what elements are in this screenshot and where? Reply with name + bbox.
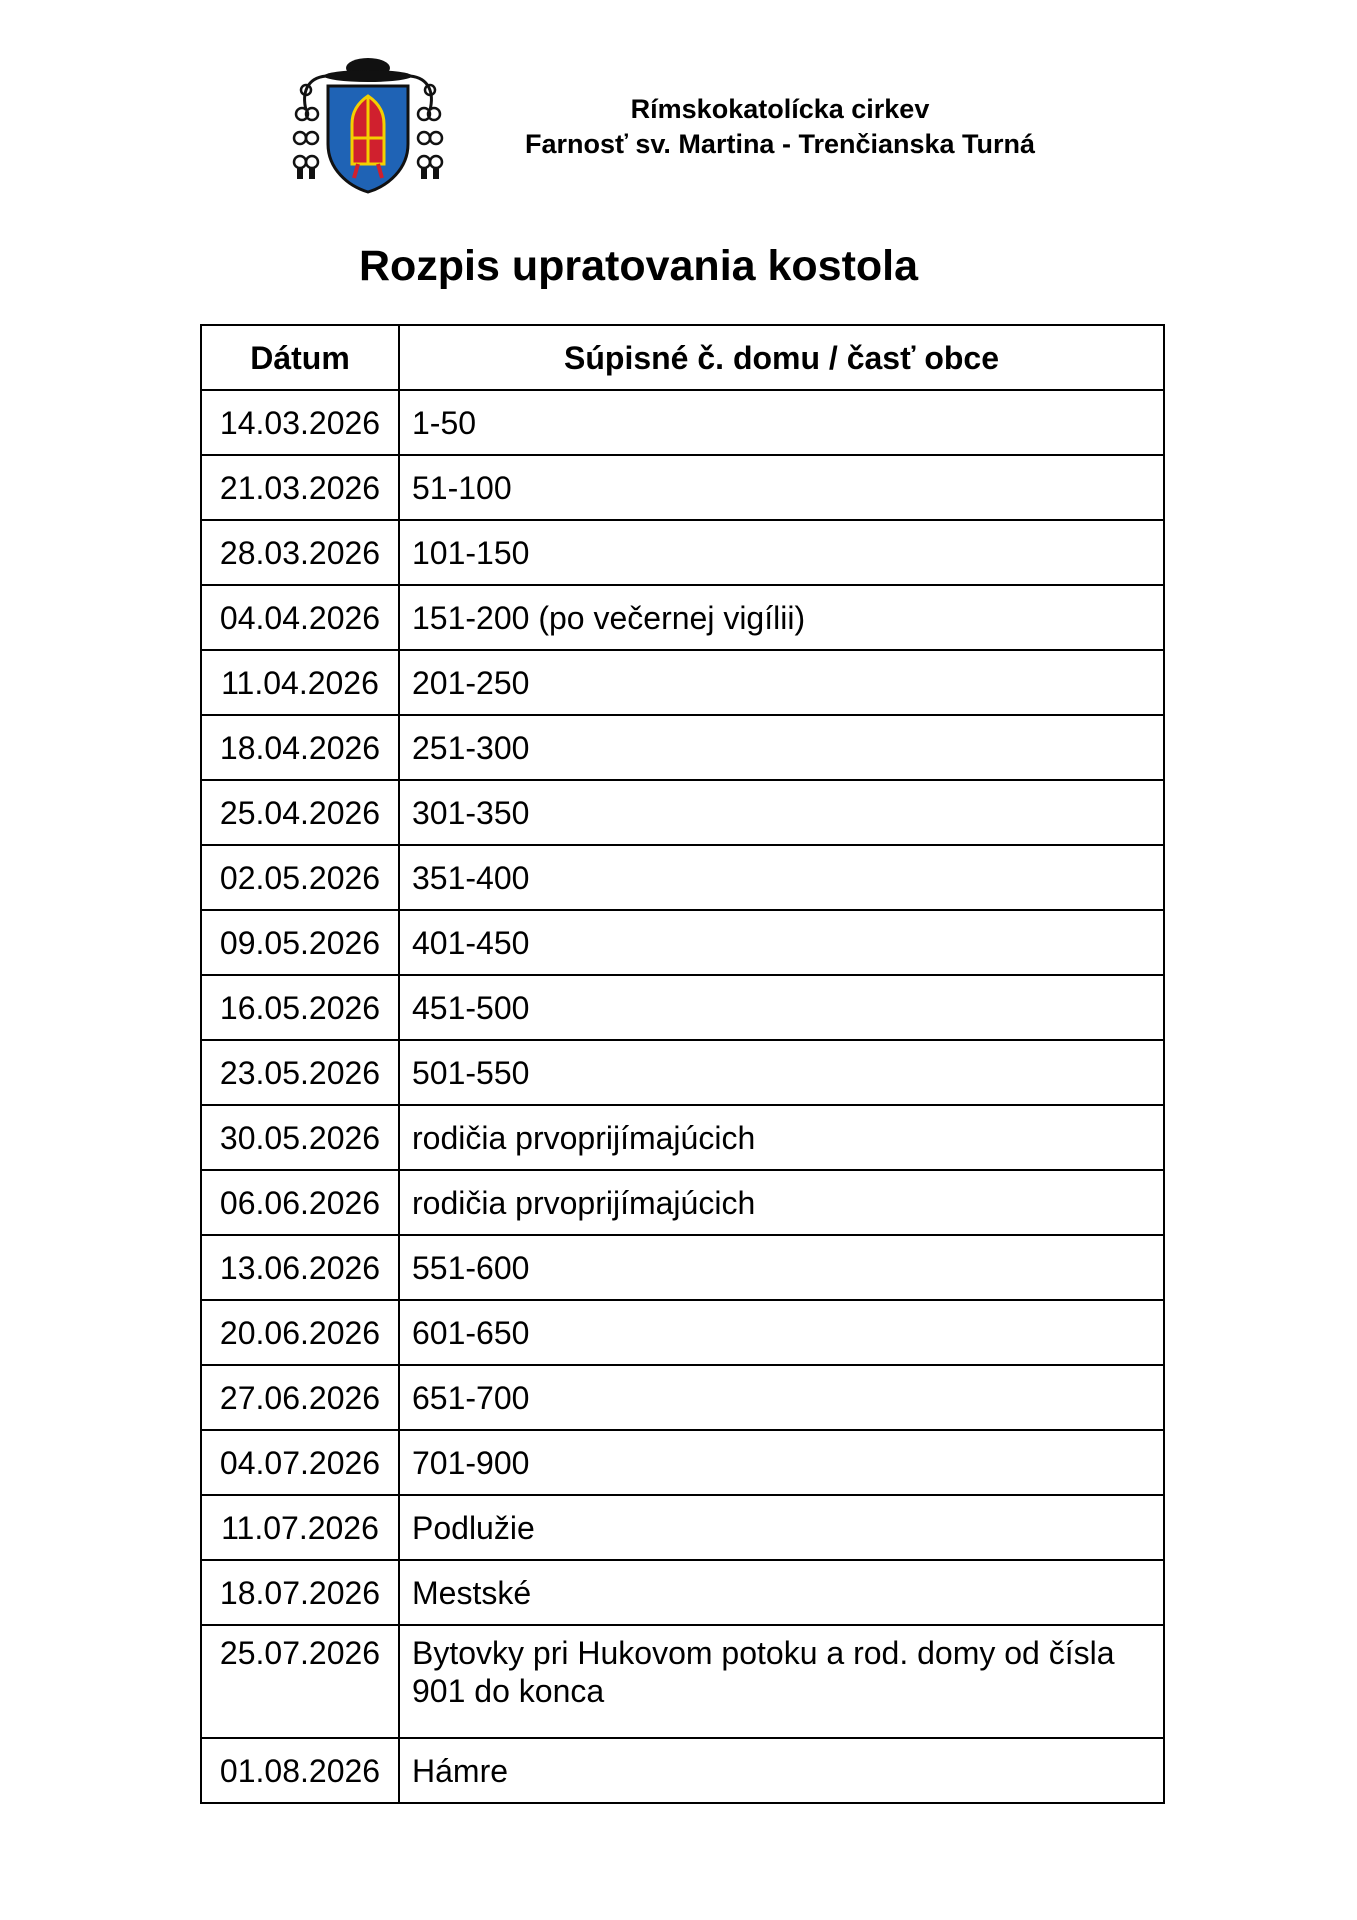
table-row	[201, 390, 1164, 455]
table-row	[201, 975, 1164, 1040]
parish-header	[450, 92, 1110, 162]
date-cell: 25.07.2026	[201, 1625, 399, 1738]
date-cell: 11.04.2026	[201, 650, 399, 715]
table-row	[201, 1625, 1164, 1738]
date-cell: 18.04.2026	[201, 715, 399, 780]
date-cell: 30.05.2026	[201, 1105, 399, 1170]
table-row	[201, 520, 1164, 585]
houses-cell: 551-600	[399, 1235, 1164, 1300]
table-row	[201, 1300, 1164, 1365]
table-row	[201, 1495, 1164, 1560]
date-cell: 27.06.2026	[201, 1365, 399, 1430]
date-cell: 25.04.2026	[201, 780, 399, 845]
houses-cell: rodičia prvoprijímajúcich	[399, 1170, 1164, 1235]
houses-cell: Podlužie	[399, 1495, 1164, 1560]
houses-cell: 351-400	[399, 845, 1164, 910]
table-row	[201, 1105, 1164, 1170]
table-row	[201, 715, 1164, 780]
column-header-date: Dátum	[201, 325, 399, 390]
houses-cell: 1-50	[399, 390, 1164, 455]
date-cell: 13.06.2026	[201, 1235, 399, 1300]
date-cell: 28.03.2026	[201, 520, 399, 585]
table-row	[201, 1235, 1164, 1300]
table-row	[201, 1560, 1164, 1625]
date-cell: 06.06.2026	[201, 1170, 399, 1235]
parish-coat-of-arms-icon	[292, 54, 444, 194]
houses-cell: 301-350	[399, 780, 1164, 845]
table-row	[201, 910, 1164, 975]
date-cell: 02.05.2026	[201, 845, 399, 910]
houses-cell: 651-700	[399, 1365, 1164, 1430]
table-row	[201, 585, 1164, 650]
table-row	[201, 1430, 1164, 1495]
date-cell: 09.05.2026	[201, 910, 399, 975]
table-row	[201, 650, 1164, 715]
date-cell: 04.07.2026	[201, 1430, 399, 1495]
houses-cell: 51-100	[399, 455, 1164, 520]
table-row	[201, 1365, 1164, 1430]
houses-cell: 101-150	[399, 520, 1164, 585]
houses-cell: 451-500	[399, 975, 1164, 1040]
table-row	[201, 455, 1164, 520]
date-cell: 01.08.2026	[201, 1738, 399, 1803]
date-cell: 04.04.2026	[201, 585, 399, 650]
column-header-house-number: Súpisné č. domu / časť obce	[399, 325, 1164, 390]
table-row	[201, 1040, 1164, 1105]
houses-cell: 201-250	[399, 650, 1164, 715]
date-cell: 20.06.2026	[201, 1300, 399, 1365]
date-cell: 14.03.2026	[201, 390, 399, 455]
cleaning-schedule-table	[200, 324, 1165, 1804]
parish-name: Farnosť sv. Martina - Trenčianska Turná	[524, 129, 1036, 159]
table-header-row	[201, 325, 1164, 390]
houses-cell: Mestské	[399, 1560, 1164, 1625]
houses-cell: 151-200 (po večernej vigílii)	[399, 585, 1164, 650]
date-cell: 16.05.2026	[201, 975, 399, 1040]
date-cell: 21.03.2026	[201, 455, 399, 520]
houses-cell: 501-550	[399, 1040, 1164, 1105]
houses-cell: Bytovky pri Hukovom potoku a rod. domy od čísla 901 do konca	[399, 1625, 1164, 1738]
date-cell: 11.07.2026	[201, 1495, 399, 1560]
houses-cell: rodičia prvoprijímajúcich	[399, 1105, 1164, 1170]
date-cell: 23.05.2026	[201, 1040, 399, 1105]
table-row	[201, 845, 1164, 910]
table-row	[201, 1738, 1164, 1803]
table-row	[201, 1170, 1164, 1235]
church-name: Rímskokatolícka cirkev	[630, 94, 930, 124]
table-row	[201, 780, 1164, 845]
houses-cell: Hámre	[399, 1738, 1164, 1803]
houses-cell: 251-300	[399, 715, 1164, 780]
houses-cell: 701-900	[399, 1430, 1164, 1495]
page-title: Rozpis upratovania kostola	[358, 242, 919, 290]
date-cell: 18.07.2026	[201, 1560, 399, 1625]
houses-cell: 401-450	[399, 910, 1164, 975]
houses-cell: 601-650	[399, 1300, 1164, 1365]
